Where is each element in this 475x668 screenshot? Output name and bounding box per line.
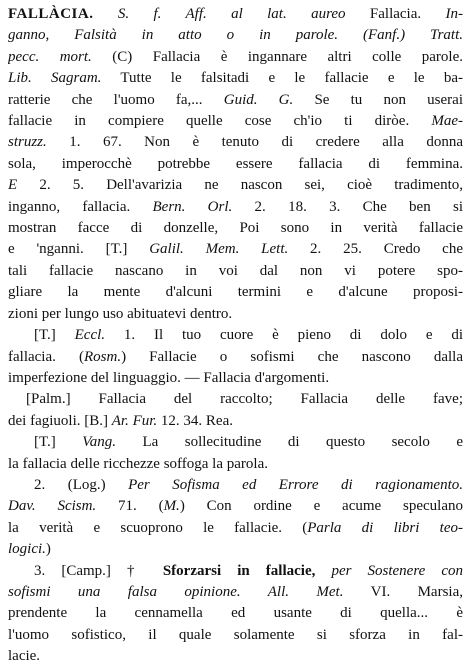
- text-segment: fallacia. (: [8, 348, 84, 365]
- text-segment: Se tu non userai: [293, 91, 463, 108]
- text-segment: ) Con ordine e acume speculano: [179, 498, 463, 515]
- text-segment: S. f. Aff. al lat. aureo: [93, 6, 346, 22]
- text-segment: dei fagiuoli. [B.]: [8, 412, 112, 429]
- entry-line: [8, 239, 463, 260]
- text-segment: la fallacia delle ricchezze soffoga la parola.: [8, 455, 268, 472]
- text-segment: e 'nganni. [T.]: [8, 241, 150, 258]
- text-segment: Guid. G.: [223, 91, 294, 108]
- entry-line: [8, 603, 463, 624]
- sense-title: Sforzarsi in fallacie,: [162, 562, 316, 579]
- entry-line: [8, 132, 463, 153]
- entry-line: [8, 389, 463, 410]
- text-segment: pecc. mort.: [8, 48, 92, 65]
- text-segment: Mae-: [431, 113, 463, 130]
- text-segment: ) Fallacie o sofismi che nascono dalla: [121, 348, 463, 365]
- entry-line: [8, 304, 463, 325]
- text-segment: Bern. Orl.: [152, 198, 233, 215]
- entry-line: [8, 90, 463, 111]
- entry-line: [8, 625, 463, 646]
- entry-line: [8, 368, 463, 389]
- text-segment: VI. Marsia,: [343, 583, 463, 600]
- text-segment: In-: [445, 6, 463, 22]
- text-segment: fallacie in compiere quelle cose ch'io ti diròe.: [8, 113, 432, 130]
- text-segment: Tutte le falsitadi e le fallacie e le ba-: [101, 70, 463, 87]
- entry-line: [8, 582, 463, 603]
- entry-line: [8, 454, 463, 475]
- entry-line: [8, 25, 463, 46]
- text-segment: Parla di libri teo-: [307, 519, 463, 536]
- text-segment: 71. (: [96, 498, 164, 515]
- entry-line: [8, 4, 463, 25]
- text-segment: 2. 25. Credo che: [288, 241, 463, 258]
- text-segment: M.: [163, 498, 180, 515]
- text-segment: 12. 34. Rea.: [157, 412, 233, 429]
- text-segment: Eccl.: [74, 327, 106, 344]
- text-segment: imperfezione del linguaggio. — Fallacia d'argomenti.: [8, 369, 330, 386]
- text-segment: Vang.: [82, 434, 116, 451]
- text-segment: 1. Il tuo cuore è pieno di dolo e di: [105, 327, 463, 344]
- text-segment: 2. 18. 3. Che ben si: [232, 198, 463, 215]
- entry-line: [8, 432, 463, 453]
- text-segment: 2. 5. Dell'avarizia ne nascon sei, cioè tradimento,: [17, 177, 463, 194]
- text-segment: 3. [Camp.] †: [34, 562, 163, 579]
- text-segment: lacie.: [8, 648, 41, 665]
- text-segment: Dav. Scism.: [8, 498, 97, 515]
- entry-line: [8, 496, 463, 517]
- text-segment: Galil. Mem. Lett.: [149, 241, 289, 258]
- entry-line: [8, 261, 463, 282]
- text-segment: [T.]: [34, 327, 75, 344]
- entry-line: [8, 68, 463, 89]
- text-segment: [T.]: [34, 434, 83, 451]
- text-segment: Per Sofisma ed Errore di ragionamento.: [128, 476, 463, 493]
- entry-line: [8, 518, 463, 539]
- text-segment: sola, imperocchè potrebbe essere fallacia di femmina.: [8, 155, 463, 172]
- entry-line: [8, 325, 463, 346]
- text-segment: l'uomo sofistico, il quale solamente si sforza in fal-: [8, 626, 463, 643]
- text-segment: [Palm.] Fallacia del raccolto; Fallacia delle fave;: [26, 391, 463, 408]
- text-segment: ): [45, 541, 51, 558]
- text-segment: logici.: [8, 541, 46, 558]
- text-segment: ganno, Falsità in atto o in parole. (Fanf.) Tratt.: [8, 27, 463, 44]
- text-segment: per Sostenere con: [315, 562, 463, 579]
- text-segment: 2. (Log.): [34, 476, 129, 493]
- entry-line: [8, 47, 463, 68]
- text-segment: struzz.: [8, 134, 47, 151]
- text-segment: 1. 67. Non è tenuto di credere alla donna: [46, 134, 463, 151]
- text-segment: la verità e scuoprono le fallacie. (: [8, 519, 308, 536]
- entry-line: [8, 561, 463, 582]
- entry-line: [8, 111, 463, 132]
- text-segment: sofismi una falsa opinione. All. Met.: [8, 583, 344, 600]
- text-segment: zioni per lungo uso abituatevi dentro.: [8, 305, 233, 322]
- entry-line: [8, 197, 463, 218]
- text-segment: La sollecitudine di questo secolo e: [116, 434, 463, 451]
- entry-line: [8, 218, 463, 239]
- text-segment: inganno, fallacia.: [8, 198, 153, 215]
- text-segment: E: [8, 177, 18, 194]
- text-segment: Lib. Sagram.: [8, 70, 102, 87]
- entry-line: [8, 646, 463, 667]
- text-segment: (C) Fallacia è ingannare altri colle parole.: [91, 48, 463, 65]
- text-segment: mostran facce di donzelle, Poi sono in verità fallacie: [8, 220, 463, 237]
- entry-line: [8, 539, 463, 560]
- text-segment: ratterie che l'uomo fa,...: [8, 91, 224, 108]
- entry-line: [8, 411, 463, 432]
- entry-line: [8, 282, 463, 303]
- entry-line: [8, 154, 463, 175]
- entry-lemma: FALLÀCIA.: [8, 6, 94, 22]
- entry-line: [8, 347, 463, 368]
- entry-line: [8, 175, 463, 196]
- text-segment: tali fallacie nascano in voi dal non vi potere spo-: [8, 262, 463, 279]
- text-segment: gliare la mente d'alcuni termini e d'alcune proposi-: [8, 284, 463, 301]
- text-segment: Rosm.: [83, 348, 122, 365]
- text-segment: Ar. Fur.: [111, 412, 158, 429]
- text-segment: Fallacia.: [345, 6, 446, 22]
- text-segment: prendente la cennamella ed usante di quella... è: [8, 605, 463, 622]
- entry-line: [8, 475, 463, 496]
